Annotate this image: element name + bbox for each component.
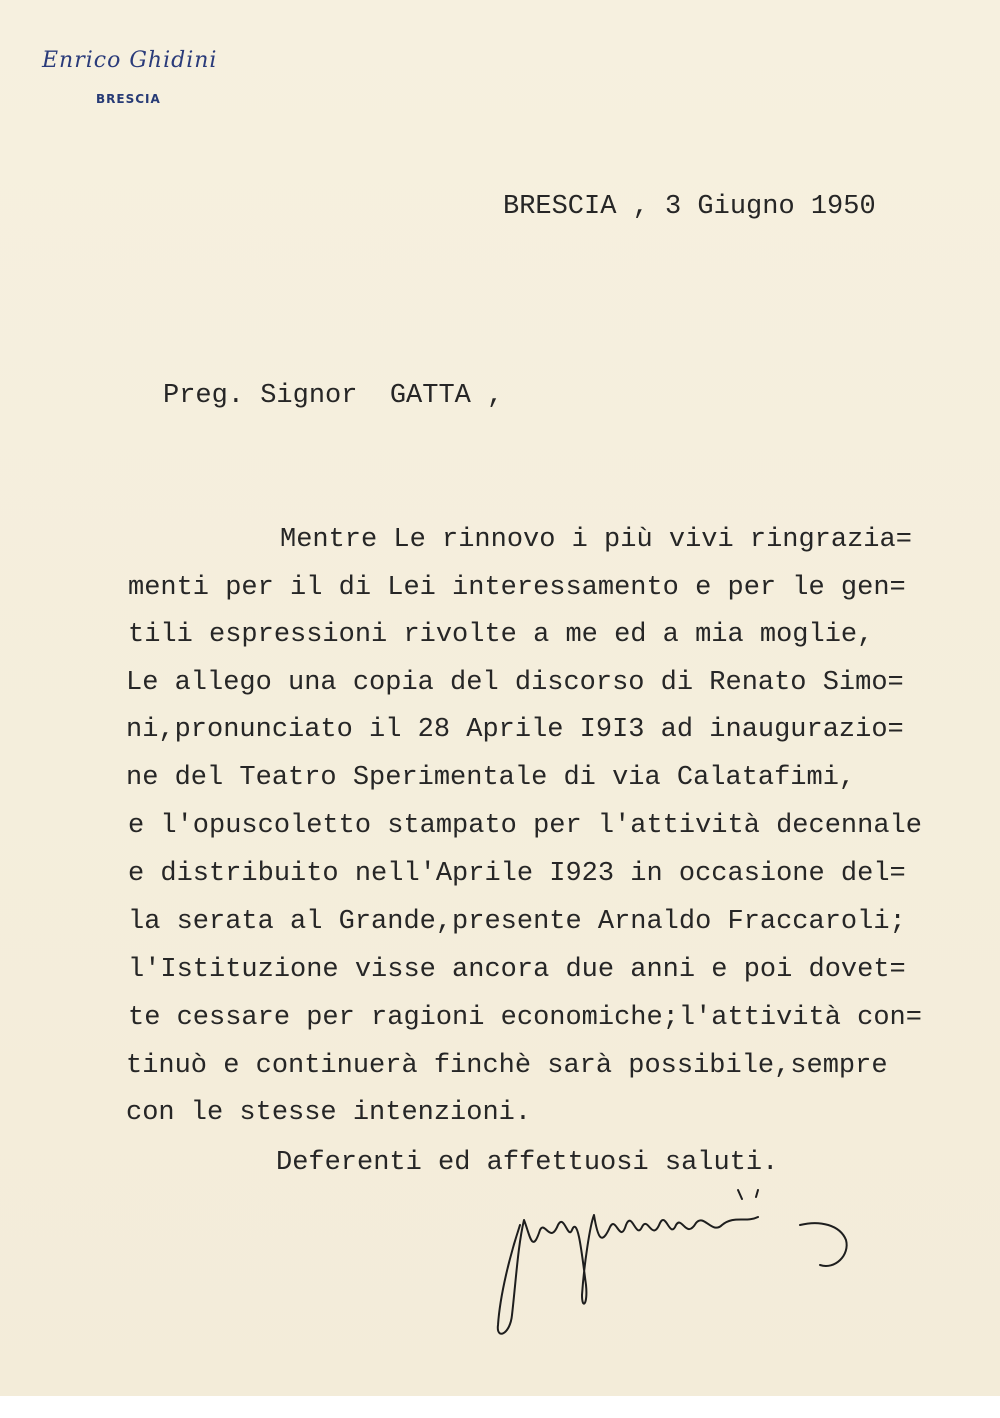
- body-line: con le stesse intenzioni.: [126, 1098, 532, 1128]
- body-line: l'Istituzione visse ancora due anni e poi dovet=: [128, 955, 906, 985]
- body-line: ni,pronunciato il 28 Aprile I9I3 ad inaugurazio=: [126, 715, 904, 745]
- body-line: la serata al Grande,presente Arnaldo Fraccaroli;: [128, 907, 906, 937]
- closing: Deferenti ed affettuosi saluti.: [276, 1148, 779, 1178]
- paper-bottom-edge: [0, 1396, 1000, 1418]
- body-line: tili espressioni rivolte a me ed a mia moglie,: [128, 620, 874, 650]
- body-line: te cessare per ragioni economiche;l'attività con=: [128, 1003, 922, 1033]
- handwritten-signature: [490, 1185, 860, 1345]
- body-line: menti per il di Lei interessamento e per le gen=: [128, 573, 906, 603]
- letterhead-name: Enrico Ghidini: [42, 48, 218, 73]
- letterhead-city: BRESCIA: [96, 92, 161, 106]
- body-line: tinuò e continuerà finchè sarà possibile,sempre: [126, 1051, 888, 1081]
- body-line: ne del Teatro Sperimentale di via Calatafimi,: [126, 763, 856, 793]
- salutation: Preg. Signor GATTA ,: [163, 381, 504, 411]
- body-line: Mentre Le rinnovo i più vivi ringrazia=: [280, 525, 912, 555]
- date-line: BRESCIA , 3 Giugno 1950: [503, 192, 876, 222]
- body-line: e distribuito nell'Aprile I923 in occasione del=: [128, 859, 906, 889]
- body-line: e l'opuscoletto stampato per l'attività decennale: [128, 811, 922, 841]
- body-line: Le allego una copia del discorso di Renato Simo=: [126, 668, 904, 698]
